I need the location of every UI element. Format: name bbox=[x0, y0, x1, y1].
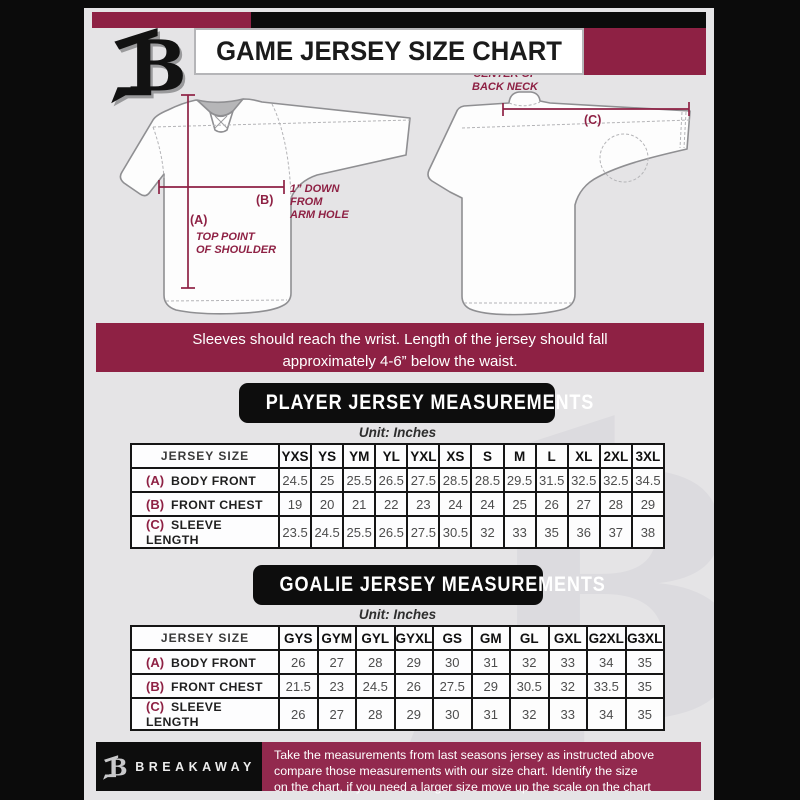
label-a: (A) bbox=[190, 213, 208, 227]
measurement-value: 25 bbox=[504, 492, 536, 516]
size-column-header: YS bbox=[311, 444, 343, 468]
size-column-header: GYL bbox=[356, 626, 395, 650]
measurement-value: 30 bbox=[433, 650, 472, 674]
goalie-unit-label: Unit: Inches bbox=[358, 607, 437, 622]
measurement-value: 23 bbox=[318, 674, 357, 698]
measurement-value: 27.5 bbox=[407, 516, 439, 548]
size-column-header: YXS bbox=[279, 444, 311, 468]
size-column-header: XL bbox=[568, 444, 600, 468]
measurement-row-label: (A) BODY FRONT bbox=[131, 468, 279, 492]
note-b-line2: FROM bbox=[290, 196, 323, 208]
measurement-value: 35 bbox=[626, 698, 665, 730]
player-section-title: PLAYER JERSEY MEASUREMENTS bbox=[265, 391, 595, 414]
measurement-value: 28 bbox=[356, 698, 395, 730]
chart-content-area bbox=[84, 8, 714, 800]
size-column-header: 2XL bbox=[600, 444, 632, 468]
measurement-value: 33 bbox=[549, 650, 588, 674]
back-jersey-illustration bbox=[428, 92, 690, 315]
measurement-value: 28 bbox=[600, 492, 632, 516]
breakaway-footer-logo-icon bbox=[102, 752, 128, 782]
measurement-value: 27.5 bbox=[433, 674, 472, 698]
measurement-value: 25 bbox=[311, 468, 343, 492]
measurement-row-label: (C) SLEEVE LENGTH bbox=[131, 698, 279, 730]
note-b-line1: 1” DOWN bbox=[290, 183, 340, 195]
size-column-header: YM bbox=[343, 444, 375, 468]
measurement-value: 23.5 bbox=[279, 516, 311, 548]
brand-name: BREAKAWAY bbox=[135, 759, 256, 774]
measurement-value: 32 bbox=[510, 698, 549, 730]
measurement-row-label: (C) SLEEVE LENGTH bbox=[131, 516, 279, 548]
page-title-box bbox=[194, 28, 584, 75]
measurement-row bbox=[131, 650, 664, 674]
measurement-value: 26 bbox=[536, 492, 568, 516]
measurement-value: 26 bbox=[279, 698, 318, 730]
measurement-value: 28.5 bbox=[471, 468, 503, 492]
size-column-header: GYXL bbox=[395, 626, 434, 650]
measurement-row bbox=[131, 698, 664, 730]
measurement-value: 32 bbox=[549, 674, 588, 698]
measurement-value: 25.5 bbox=[343, 468, 375, 492]
size-column-header: GYS bbox=[279, 626, 318, 650]
measurement-value: 29.5 bbox=[504, 468, 536, 492]
measurement-value: 27 bbox=[568, 492, 600, 516]
measurement-value: 35 bbox=[536, 516, 568, 548]
measurement-value: 24 bbox=[471, 492, 503, 516]
size-column-header: GM bbox=[472, 626, 511, 650]
measurement-value: 24 bbox=[439, 492, 471, 516]
page-title: GAME JERSEY SIZE CHART bbox=[216, 36, 562, 66]
note-a-line2: OF SHOULDER bbox=[196, 244, 277, 256]
measurement-value: 24.5 bbox=[356, 674, 395, 698]
label-c: (C) bbox=[584, 113, 602, 127]
fit-note-line1: Sleeves should reach the wrist. Length of the jersey should fall bbox=[192, 331, 608, 348]
player-measurements-table bbox=[130, 443, 665, 549]
measurement-row bbox=[131, 674, 664, 698]
measurement-value: 36 bbox=[568, 516, 600, 548]
measurement-value: 29 bbox=[395, 698, 434, 730]
measurement-value: 29 bbox=[632, 492, 664, 516]
header-accent-block bbox=[584, 28, 706, 75]
measurement-value: 35 bbox=[626, 650, 665, 674]
footer-instructions-line2: compare those measurements with our size chart. Identify the size bbox=[274, 764, 638, 779]
size-column-header: 3XL bbox=[632, 444, 664, 468]
measurement-value: 35 bbox=[626, 674, 665, 698]
measurement-row-label: (A) BODY FRONT bbox=[131, 650, 279, 674]
measurement-value: 31.5 bbox=[536, 468, 568, 492]
measurement-value: 19 bbox=[279, 492, 311, 516]
measurement-value: 32.5 bbox=[600, 468, 632, 492]
measurement-value: 33 bbox=[549, 698, 588, 730]
size-column-header: GYM bbox=[318, 626, 357, 650]
measurement-value: 34 bbox=[587, 698, 626, 730]
footer-instructions-line1: Take the measurements from last seasons jersey as instructed above bbox=[274, 748, 655, 762]
size-column-header: YXL bbox=[407, 444, 439, 468]
measurement-value: 30.5 bbox=[439, 516, 471, 548]
measurement-value: 31 bbox=[472, 698, 511, 730]
measurement-value: 34 bbox=[587, 650, 626, 674]
note-a-line1: TOP POINT bbox=[196, 231, 255, 243]
jersey-size-header: JERSEY SIZE bbox=[131, 444, 279, 468]
measurement-value: 26 bbox=[279, 650, 318, 674]
measurement-value: 27 bbox=[318, 698, 357, 730]
size-column-header: G3XL bbox=[626, 626, 665, 650]
label-b: (B) bbox=[256, 193, 274, 207]
measurement-value: 32 bbox=[510, 650, 549, 674]
header-accent-bar-black bbox=[251, 12, 706, 28]
measurement-value: 21.5 bbox=[279, 674, 318, 698]
measurement-value: 22 bbox=[375, 492, 407, 516]
measurement-value: 33.5 bbox=[587, 674, 626, 698]
goalie-measurements-table bbox=[130, 625, 665, 731]
size-column-header: GXL bbox=[549, 626, 588, 650]
measurement-value: 24.5 bbox=[279, 468, 311, 492]
measurement-value: 25.5 bbox=[343, 516, 375, 548]
measurement-value: 29 bbox=[395, 650, 434, 674]
measurement-value: 23 bbox=[407, 492, 439, 516]
measurement-value: 38 bbox=[632, 516, 664, 548]
measurement-value: 24.5 bbox=[311, 516, 343, 548]
jersey-size-header: JERSEY SIZE bbox=[131, 626, 279, 650]
measurement-value: 32 bbox=[471, 516, 503, 548]
measurement-value: 21 bbox=[343, 492, 375, 516]
note-b-line3: ARM HOLE bbox=[290, 209, 349, 221]
player-section-header bbox=[239, 383, 595, 423]
size-column-header: GS bbox=[433, 626, 472, 650]
goalie-section-header bbox=[253, 565, 606, 605]
size-column-header: GL bbox=[510, 626, 549, 650]
size-column-header: YL bbox=[375, 444, 407, 468]
measurement-value: 28.5 bbox=[439, 468, 471, 492]
player-unit-label: Unit: Inches bbox=[358, 425, 437, 440]
goalie-section-title: GOALIE JERSEY MEASUREMENTS bbox=[279, 573, 606, 596]
size-column-header: G2XL bbox=[587, 626, 626, 650]
size-column-header: XS bbox=[439, 444, 471, 468]
measurement-value: 37 bbox=[600, 516, 632, 548]
measurement-value: 30.5 bbox=[510, 674, 549, 698]
fit-note-banner bbox=[96, 323, 704, 372]
footer-instructions-line3: on the chart, if you need a larger size move up the scale on the chart bbox=[274, 780, 651, 795]
size-column-header: M bbox=[504, 444, 536, 468]
measurement-value: 33 bbox=[504, 516, 536, 548]
measurement-value: 27 bbox=[318, 650, 357, 674]
note-c-line2: BACK NECK bbox=[472, 81, 538, 93]
measurement-value: 26 bbox=[395, 674, 434, 698]
footer-brand-box bbox=[96, 742, 262, 791]
measurement-row bbox=[131, 492, 664, 516]
measurement-value: 26.5 bbox=[375, 516, 407, 548]
measurement-value: 28 bbox=[356, 650, 395, 674]
measurement-value: 34.5 bbox=[632, 468, 664, 492]
measurement-value: 32.5 bbox=[568, 468, 600, 492]
measurement-row bbox=[131, 516, 664, 548]
measurement-value: 26.5 bbox=[375, 468, 407, 492]
measurement-value: 30 bbox=[433, 698, 472, 730]
measurement-value: 27.5 bbox=[407, 468, 439, 492]
breakaway-logo-icon bbox=[102, 20, 194, 108]
measurement-row-label: (B) FRONT CHEST bbox=[131, 674, 279, 698]
measurement-value: 20 bbox=[311, 492, 343, 516]
measurement-value: 31 bbox=[472, 650, 511, 674]
footer-instructions-box bbox=[262, 742, 701, 795]
measurement-value: 29 bbox=[472, 674, 511, 698]
measurement-row bbox=[131, 468, 664, 492]
measurement-row-label: (B) FRONT CHEST bbox=[131, 492, 279, 516]
size-column-header: L bbox=[536, 444, 568, 468]
size-column-header: S bbox=[471, 444, 503, 468]
fit-note-line2: approximately 4-6” below the waist. bbox=[282, 352, 518, 370]
